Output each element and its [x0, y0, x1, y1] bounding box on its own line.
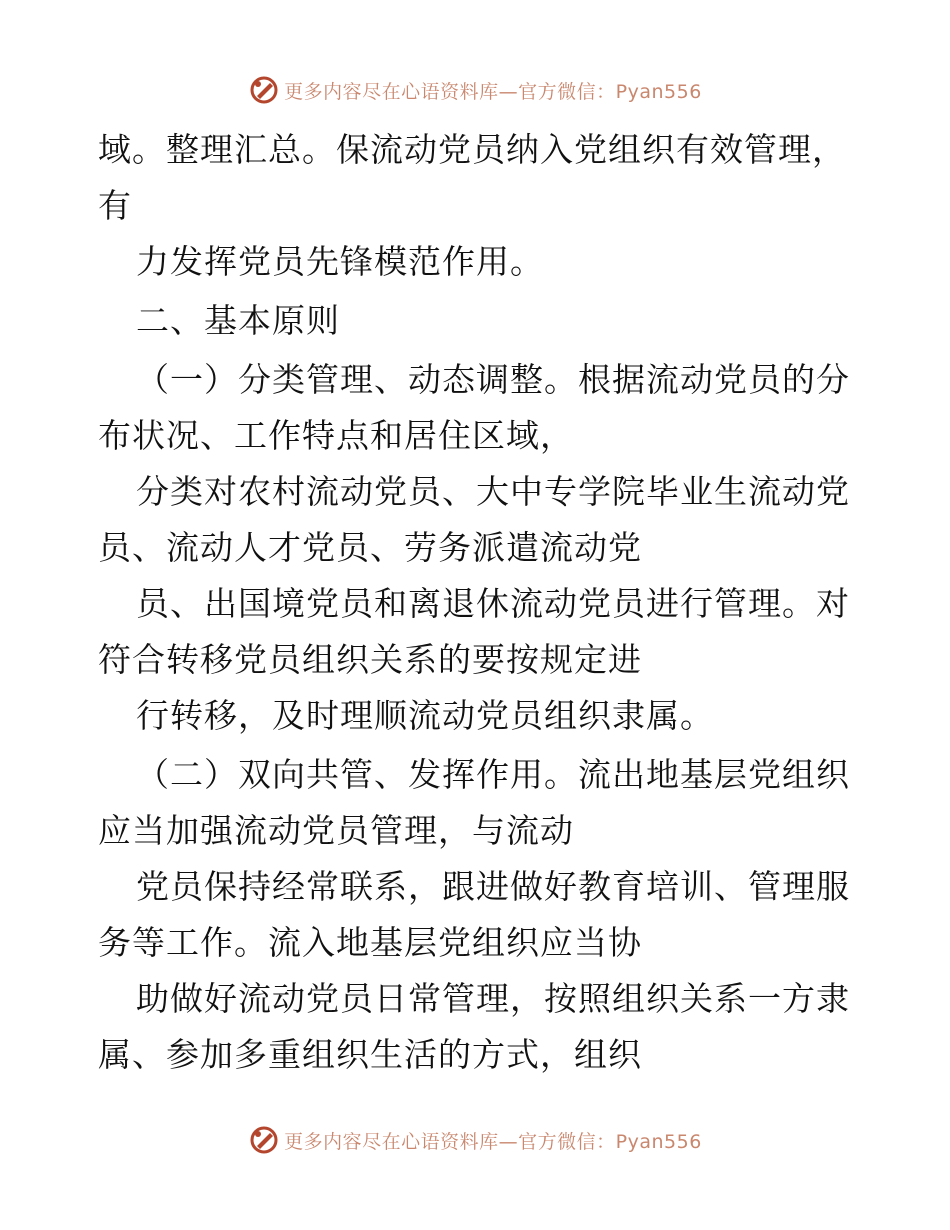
brand-logo-icon: [248, 1124, 280, 1156]
section-heading: 二、基本原则: [136, 301, 340, 340]
footer-watermark-text: 更多内容尽在心语资料库—官方微信：Pyan556: [284, 1130, 702, 1153]
paragraph-line: （二）双向共管、发挥作用。流出地基层党组织: [136, 755, 850, 794]
document-body: [98, 120, 858, 1081]
paragraph-line: 属、参加多重组织生活的方式，组织: [98, 1035, 642, 1074]
header-watermark-banner: [0, 70, 950, 110]
paragraph-line: 助做好流动党员日常管理，按照组织关系一方隶: [136, 979, 850, 1018]
paragraph-line: 员、流动人才党员、劳务派遣流动党: [98, 528, 642, 567]
header-watermark-text: 更多内容尽在心语资料库—官方微信：Pyan556: [284, 80, 702, 103]
paragraph-line: 应当加强流动党员管理，与流动: [98, 811, 574, 850]
brand-logo-icon: [248, 74, 280, 106]
paragraph-line: 员、出国境党员和离退休流动党员进行管理。对: [136, 584, 850, 623]
paragraph-line: 党员保持经常联系，跟进做好教育培训、管理服: [136, 867, 850, 906]
paragraph-line: 布状况、工作特点和居住区域，: [98, 416, 574, 455]
paragraph-line: （一）分类管理、动态调整。根据流动党员的分: [136, 360, 850, 399]
paragraph-line: 分类对农村流动党员、大中专学院毕业生流动党: [136, 472, 850, 511]
footer-watermark-banner: [0, 1120, 950, 1160]
paragraph-line: 务等工作。流入地基层党组织应当协: [98, 923, 642, 962]
paragraph-line: 力发挥党员先锋模范作用。: [136, 242, 544, 281]
paragraph-line: 域。整理汇总。保流动党员纳入党组织有效管理，: [98, 130, 846, 169]
paragraph-line: 行转移，及时理顺流动党员组织隶属。: [136, 696, 714, 735]
paragraph-line: 有: [98, 186, 132, 225]
paragraph-line: 符合转移党员组织关系的要按规定进: [98, 640, 642, 679]
